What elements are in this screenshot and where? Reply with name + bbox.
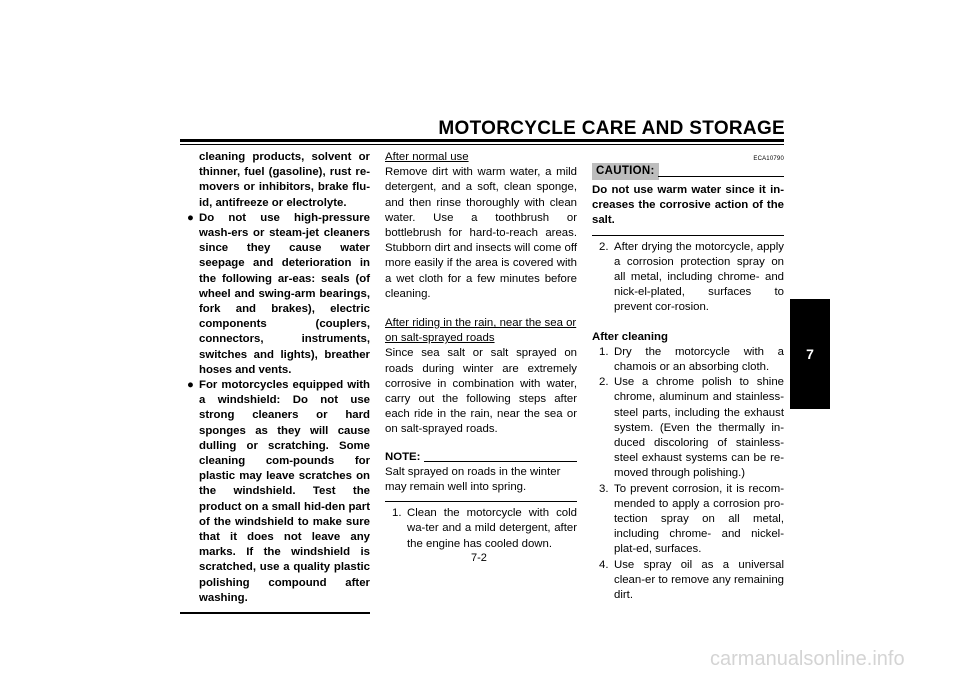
note-label: NOTE: bbox=[385, 450, 421, 463]
list-text: Clean the motorcycle with cold wa-ter and a mild detergent, after the engine has cooled down. bbox=[407, 507, 577, 550]
page-number: 7-2 bbox=[471, 552, 487, 564]
bullet-text: For motorcycles equipped with a windshield: Do not use strong cleaners or hard sponges as they will cause dulling or scratching. Some cleaning com-pounds for plastic may leave scratches on the windshield. Test the product on a small hid-den part of the windshield to make sure that it does not leave any marks. If the windshield is scratched, use a quality plastic polishing compound after washing. bbox=[199, 379, 370, 604]
caution-end-rule bbox=[592, 235, 784, 236]
section-heading: After riding in the rain, near the sea or on salt-sprayed roads bbox=[385, 317, 577, 345]
warning-continued-text: cleaning products, solvent or thinner, fuel (gasoline), rust re-movers or inhibitors, brake flu-id, antifreeze or electrolyte. bbox=[199, 151, 370, 209]
note-end-rule bbox=[385, 501, 577, 502]
list-text: Dry the motorcycle with a chamois or an absorbing cloth. bbox=[614, 345, 784, 374]
column-left bbox=[186, 150, 370, 614]
list-item bbox=[592, 482, 784, 558]
watermark: carmanualsonline.info bbox=[710, 648, 905, 670]
list-text: To prevent corrosion, it is recom-mended to apply a corrosion pro-tection spray on all metal, including chrome- and nickel-plat-ed, surfaces. bbox=[614, 482, 784, 556]
list-text: After drying the motorcycle, apply a corrosion protection spray on all metal, including chrome- and nick-el-plated, surfaces to prevent cor-rosion. bbox=[614, 240, 784, 314]
paragraph: Since sea salt or salt sprayed on roads during winter are extremely corrosive in combination with water, carry out the following steps after each ride in the rain, near the sea or on salt-sprayed roads. bbox=[385, 347, 577, 436]
list-item bbox=[592, 558, 784, 604]
list-item bbox=[592, 375, 784, 481]
paragraph: Remove dirt with warm water, a mild detergent, and a soft, clean sponge, and then rinse thoroughly with clean water. Use a toothbrush or bottlebrush for hard-to-reach areas. Stubborn dirt and insects will come off more easily if the area is covered with a wet cloth for a few minutes before cleaning. bbox=[385, 166, 577, 300]
caution-label: CAUTION: bbox=[592, 163, 659, 180]
caution-text: Do not use warm water since it in-creases the corrosive action of the salt. bbox=[592, 184, 784, 227]
bullet-icon: ● bbox=[187, 211, 194, 224]
list-number: 1. bbox=[599, 345, 609, 358]
header-rule-thin bbox=[180, 144, 784, 145]
list-number: 1. bbox=[392, 507, 402, 520]
bullet-text: Do not use high-pressure wash-ers or steam-jet cleaners since they cause water seepage and deterioration in the following ar-eas: seals (of wheel and swing-arm bearings, fork and brakes), electric components (couplers, connectors, instruments, switches and lights), breather hoses and vents. bbox=[199, 211, 370, 376]
bullet-item bbox=[186, 211, 370, 378]
warning-end-rule bbox=[180, 612, 370, 614]
chapter-tab: 7 bbox=[790, 299, 830, 409]
header-rule bbox=[180, 139, 784, 142]
section-heading: After normal use bbox=[385, 151, 469, 163]
caution-header bbox=[592, 150, 784, 180]
note-header bbox=[385, 450, 577, 465]
bullet-item bbox=[186, 378, 370, 606]
list-number: 2. bbox=[599, 240, 609, 253]
list-item bbox=[592, 240, 784, 316]
note-text: Salt sprayed on roads in the winter may remain well into spring. bbox=[385, 465, 561, 494]
list-item bbox=[592, 345, 784, 375]
caution-code: ECA10790 bbox=[753, 156, 784, 162]
page-title: MOTORCYCLE CARE AND STORAGE bbox=[438, 118, 785, 139]
column-right bbox=[592, 150, 784, 603]
list-number: 3. bbox=[599, 482, 609, 495]
note-rule bbox=[424, 461, 577, 462]
caution-rule bbox=[658, 176, 784, 177]
column-middle bbox=[385, 150, 577, 552]
list-number: 2. bbox=[599, 376, 609, 389]
list-number: 4. bbox=[599, 558, 609, 571]
list-text: Use a chrome polish to shine chrome, aluminum and stainless-steel parts, including the exhaust system. (Even the thermally in-duced discoloring of stainless-steel exhaust systems can be re-moved through polishing.) bbox=[614, 376, 784, 480]
list-item bbox=[385, 506, 577, 552]
bullet-icon: ● bbox=[187, 379, 194, 392]
list-text: Use spray oil as a universal clean-er to remove any remaining dirt. bbox=[614, 558, 784, 602]
section-heading: After cleaning bbox=[592, 330, 668, 343]
